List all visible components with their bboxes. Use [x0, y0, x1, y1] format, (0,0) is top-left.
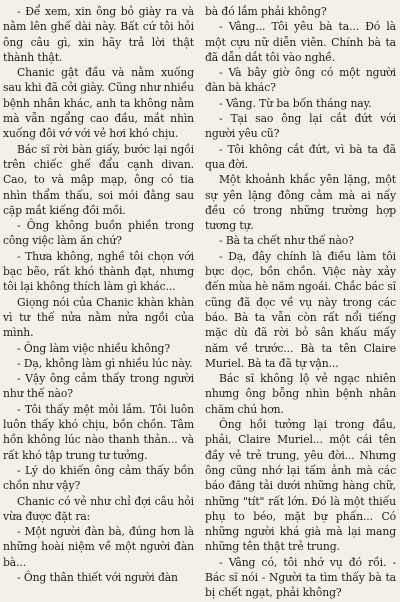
paragraph: Một khoảnh khắc yên lặng, một sự yên lặng đông cảm mà ai nấy đều có trong những trường hợp tương tự. — [205, 173, 396, 233]
paragraph: Bác sĩ không lộ vẻ ngạc nhiên nhưng ông bỗng nhìn bệnh nhân chăm chú hơn. — [205, 372, 396, 416]
paragraph: - Dạ, không làm gì nhiều lúc này. — [17, 356, 193, 370]
paragraph: - Và bây giờ ông có một người đàn bà khác? — [205, 66, 396, 95]
paragraph: Ông hồi tưởng lại trong đầu, phải, Claire Muriel... một cái tên đầy vẻ trẻ trung, yêu đời... Nhưng ông cũng nhớ lại tấm ảnh mà các báo đăng tải dưới những hàng chữ, những "tít" rất lớn. Đó là một thiếu phụ to béo, mặt bự phấn... Có những người khá già mà lại mang những tên thật trẻ trung. — [205, 418, 396, 554]
paragraph: bà đó lắm phải không? — [205, 5, 327, 18]
paragraph: - Bà ta chết như thế nào? — [219, 234, 354, 248]
paragraph: - Tôi thấy mệt mỏi lắm. Tôi luôn luôn thấy khó chịu, bồn chồn. Tâm hồn không lúc nào thanh thản... và rất khó tập trung tư tưởng. — [3, 402, 194, 462]
paragraph: - Dạ, đây chính là điều làm tôi bực dọc, bồn chồn. Việc này xảy đến mùa hè năm ngoái. Chắc bác sĩ cũng đã đọc về vụ này trong các báo. Bà ta vẫn còn rất nổi tiếng mặc dù đã rời bỏ sân khấu mấy năm về trước... Bà ta tên Claire Muriel. Bà ta đã tự vận... — [205, 249, 396, 370]
paragraph: - Thưa không, nghề tôi chọn với bạc bẽo, rất khó thành đạt, nhưng tôi lại không thích làm gì khác... — [3, 249, 194, 294]
paragraph: - Tại sao ông lại cắt đứt với người yêu cũ? — [205, 112, 396, 141]
paragraph: Bác sĩ rời bàn giấy, bước lại ngồi trên chiếc ghế đẩu cạnh divan. Cao, to và mập mạp, ông có tia nhìn thẩm thấu, soi mói đằng sau cặp mắt kiếng đồi mồi. — [3, 142, 194, 217]
right-column — [205, 4, 396, 602]
paragraph: - Tôi không cắt đứt, vì bà ta đã qua đời. — [205, 142, 396, 171]
paragraph: - Lý do khiến ông cảm thấy bồn chồn như vậy? — [3, 463, 194, 493]
paragraph: - Vậy ông cảm thấy trong người như thế nào? — [3, 372, 194, 401]
paragraph: Giọng nói của Chanic khàn khàn vì tư thế nửa nằm nửa ngồi của mình. — [3, 295, 194, 340]
paragraph: Chanic có vẻ như chỉ đợi câu hỏi vừa được đặt ra: — [3, 494, 194, 523]
paragraph: - Vâng có, tôi nhớ vụ đó rồi. - Bác sĩ nói - Người ta tìm thấy bà ta bị chết ngạt, phải không? — [205, 555, 396, 600]
paragraph: - Ông thân thiết với người đàn — [17, 570, 178, 584]
paragraph: - Để xem, xin ông bỏ giày ra và nằm lên ghế dài này. Bất cứ tôi hỏi ông câu gì, xin hãy trả lời thật thành thật. — [3, 5, 194, 64]
paragraph: Chanic gật đầu và nằm xuống sau khi đã cởi giày. Cũng như nhiều bệnh nhân khác, anh ta không nằm mà vẫn ngẩng cao đầu, mắt nhìn xuống đôi vớ với vẻ hơi khó chịu. — [3, 66, 194, 141]
paragraph: - Vâng. Từ ba bốn tháng nay. — [219, 96, 372, 110]
paragraph: - Ông làm việc nhiều không? — [17, 341, 171, 355]
left-column — [3, 4, 194, 602]
paragraph: - Ông không buồn phiền trong công việc làm ăn chứ? — [3, 219, 194, 248]
paragraph: - Vâng... Tôi yêu bà ta... Đó là một cựu nữ diễn viên. Chính bà ta đã dẫn dắt tôi vào nghề. — [205, 20, 396, 64]
paragraph: - Một người đàn bà, đúng hơn là những hoài niệm về một người đàn bà... — [3, 525, 194, 569]
